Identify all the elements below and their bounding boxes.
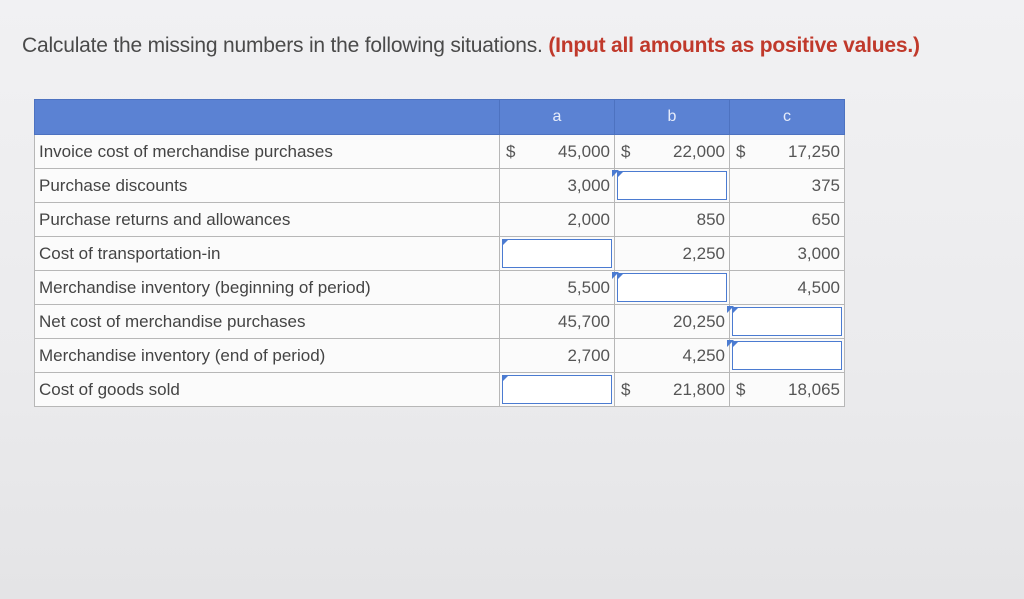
row-label: Purchase returns and allowances [35,203,500,237]
cell-content [500,305,614,338]
cell-value: 4,500 [797,277,840,297]
worksheet [34,99,845,407]
answer-input-b[interactable] [615,169,730,203]
cell-value: 2,000 [567,209,610,229]
cell-value: 650 [811,209,840,229]
cell-content [730,237,844,270]
table-body [35,135,845,407]
column-header-a: a [500,100,615,135]
cell-value: 850 [696,209,725,229]
value-cell-b [615,305,730,339]
input-marker-icon [732,341,739,348]
value-cell-a [500,271,615,305]
currency-symbol: $ [621,379,631,399]
cell-content [500,135,614,168]
value-cell-b [615,373,730,407]
cell-content [615,135,729,168]
cell-content [730,203,844,236]
table-row [35,271,845,305]
value-cell-c [730,135,845,169]
cell-value: 20,250 [673,311,725,331]
cell-value: 3,000 [797,243,840,263]
input-marker-icon [617,171,624,178]
cell-value: 45,700 [558,311,610,331]
cell-value: 21,800 [673,379,725,399]
value-cell-b [615,339,730,373]
cell-value: 45,000 [558,141,610,161]
cell-value: 4,250 [682,345,725,365]
cell-content [500,271,614,304]
value-cell-a [500,135,615,169]
table-row [35,203,845,237]
input-marker-icon [502,375,509,382]
row-label: Merchandise inventory (beginning of period) [35,271,500,305]
value-cell-c [730,203,845,237]
cell-value: 5,500 [567,277,610,297]
input-marker-icon [732,307,739,314]
column-header-b: b [615,100,730,135]
column-header-c: c [730,100,845,135]
currency-symbol: $ [736,141,746,161]
value-cell-a [500,305,615,339]
table-row [35,339,845,373]
table-row [35,169,845,203]
row-label: Cost of goods sold [35,373,500,407]
value-cell-b [615,203,730,237]
answer-input-field[interactable] [617,273,727,302]
cell-content [730,135,844,168]
table-row [35,237,845,271]
value-cell-c [730,271,845,305]
answer-input-field[interactable] [617,171,727,200]
cell-content [615,203,729,236]
cell-value: 17,250 [788,141,840,161]
currency-symbol: $ [621,141,631,161]
cell-value: 2,250 [682,243,725,263]
row-label: Merchandise inventory (end of period) [35,339,500,373]
table-row [35,373,845,407]
value-cell-b [615,135,730,169]
instruction-text [22,34,920,58]
value-cell-a [500,203,615,237]
header-blank [35,100,500,135]
answer-input-b[interactable] [615,271,730,305]
value-cell-c [730,373,845,407]
cell-value: 22,000 [673,141,725,161]
cell-content [730,169,844,202]
answer-input-c[interactable] [730,339,845,373]
value-cell-c [730,237,845,271]
answer-input-field[interactable] [502,239,612,268]
input-marker-icon [502,239,509,246]
answer-input-c[interactable] [730,305,845,339]
answer-input-a[interactable] [500,373,615,407]
instruction-main: Calculate the missing numbers in the following situations. [22,34,543,57]
row-label: Invoice cost of merchandise purchases [35,135,500,169]
cell-value: 2,700 [567,345,610,365]
cell-content [615,373,729,406]
value-cell-b [615,237,730,271]
input-marker-icon [617,273,624,280]
table-row [35,305,845,339]
cell-value: 375 [811,175,840,195]
currency-symbol: $ [736,379,746,399]
row-label: Cost of transportation-in [35,237,500,271]
cell-content [615,339,729,372]
cell-value: 3,000 [567,175,610,195]
cell-content [500,169,614,202]
cell-content [615,237,729,270]
cell-content [730,271,844,304]
row-label: Net cost of merchandise purchases [35,305,500,339]
value-cell-a [500,339,615,373]
header-row [35,100,845,135]
cell-value: 18,065 [788,379,840,399]
table-row [35,135,845,169]
cell-content [730,373,844,406]
cell-content [500,339,614,372]
value-cell-a [500,169,615,203]
answer-input-field[interactable] [732,307,842,336]
cell-content [615,305,729,338]
currency-symbol: $ [506,141,516,161]
row-label: Purchase discounts [35,169,500,203]
answer-input-field[interactable] [502,375,612,404]
cell-content [500,203,614,236]
value-cell-c [730,169,845,203]
instruction-note: (Input all amounts as positive values.) [548,34,920,57]
answer-input-a[interactable] [500,237,615,271]
calculation-table [34,99,845,407]
answer-input-field[interactable] [732,341,842,370]
